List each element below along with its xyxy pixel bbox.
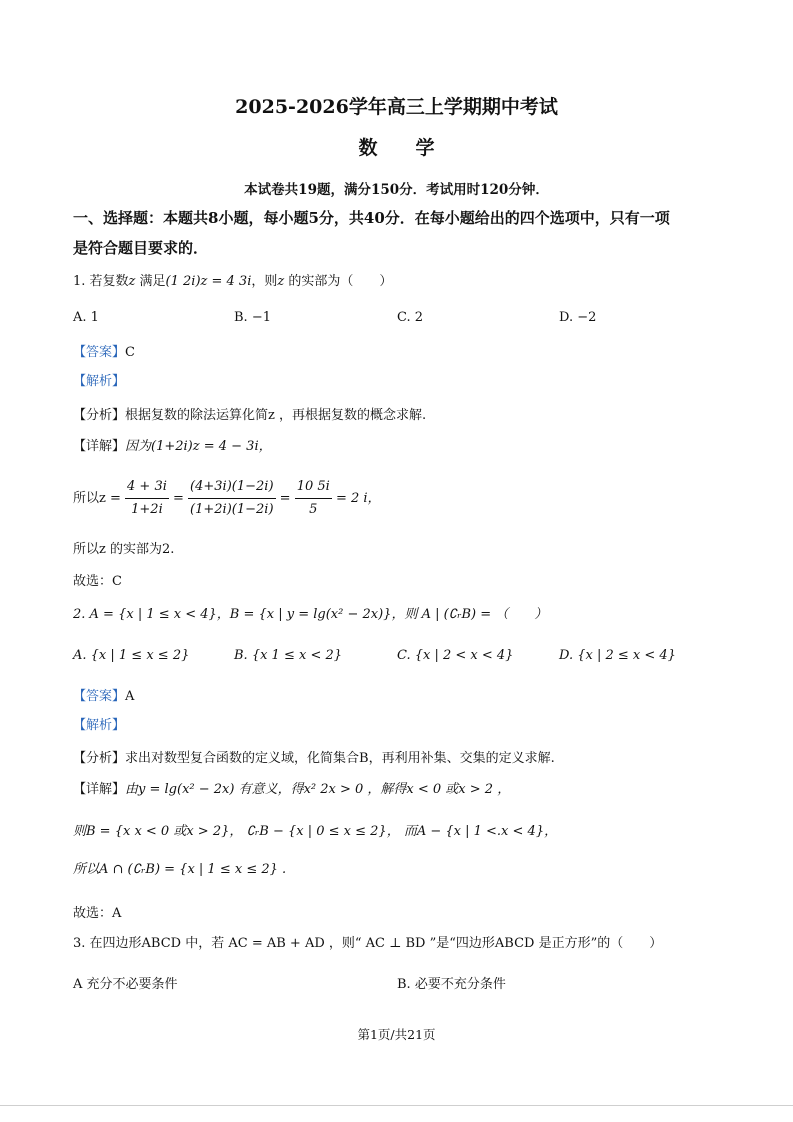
- fraction-3: [295, 476, 332, 521]
- q1-stem: [73, 273, 392, 291]
- answer-value: C: [125, 345, 135, 360]
- exam-info: 本试卷共19题，满分150分．考试用时120分钟．: [244, 182, 549, 198]
- xiangjie-tag: 【详解】: [73, 782, 126, 797]
- q2-line2: 则B = {x x < 0 或x > 2}， ∁ᵣB − {x | 0 ≤ x ≤ 2}， 而A − {x | 1 <.x < 4}，: [73, 824, 558, 839]
- q1-choose: 故选：C: [73, 574, 122, 589]
- q2-option-a: A. {x | 1 ≤ x ≤ 2}: [73, 648, 190, 663]
- q1-stem-d: 的实部为（ ）: [284, 274, 393, 289]
- q2-analysis-tag: 【解析】: [73, 718, 126, 733]
- q1-stem-a: 1. 若复数: [73, 274, 129, 289]
- fenxi-text: 求出对数型复合函数的定义域，化简集合B，再利用补集、交集的定义求解.: [125, 751, 555, 766]
- q3-option-a: A 充分不必要条件: [73, 977, 178, 992]
- q1-var-z: z: [128, 274, 136, 289]
- xiangjie-tag: 【详解】: [73, 439, 126, 454]
- exam-title: 2025-2026学年高三上学期期中考试: [235, 96, 558, 118]
- q2-option-b: B. {x 1 ≤ x < 2}: [234, 648, 343, 663]
- xiangjie-text: 因为(1+2i)z = 4 − 3i，: [125, 439, 272, 454]
- q1-option-c: C. 2: [397, 310, 424, 325]
- q1-xiangjie: [73, 438, 272, 456]
- q1-fenxi: [73, 407, 426, 425]
- q2-stem: 2. A = {x | 1 ≤ x < 4}，B = {x | y = lg(x² − 2x)}，则 A | (∁ᵣB) = （ ）: [73, 607, 548, 622]
- subject-title: 数 学: [358, 137, 435, 159]
- section-heading-line1: 一、选择题：本题共8小题，每小题5分，共40分．在每小题给出的四个选项中，只有一项: [73, 209, 670, 227]
- q1-option-d: D. −2: [559, 310, 597, 325]
- q2-answer: [73, 688, 134, 706]
- fraction-2-num: (4+3i)(1−2i): [188, 476, 275, 499]
- section-heading-line2: 是符合题目要求的．: [73, 239, 209, 257]
- q1-analysis-tag: 【解析】: [73, 374, 126, 389]
- answer-value: A: [125, 689, 135, 704]
- q1-conclusion: 所以z 的实部为2.: [73, 542, 175, 557]
- q2-xiangjie: [73, 781, 510, 799]
- q2-fenxi: [73, 750, 555, 768]
- q1-equation: (1 2i)z = 4 3i: [165, 274, 252, 289]
- fraction-3-den: 5: [309, 502, 318, 517]
- fraction-2: [188, 476, 275, 521]
- fraction-3-num: 10 5i: [295, 476, 332, 499]
- q3-stem: 3. 在四边形ABCD 中，若 AC = AB + AD ，则“ AC ⊥ BD ”是“四边形ABCD 是正方形”的（ ）: [73, 936, 663, 951]
- answer-tag: 【答案】: [73, 345, 126, 360]
- answer-tag: 【答案】: [73, 689, 126, 704]
- q1-answer: [73, 344, 135, 362]
- q1-calculation: 所以z = $\frac{4 + 3i}{1+2i}$ = $\frac{(4+3i)(1-2i)}{(1+2i)(1-2i)}$ = $\frac{10 5i}{5}$ = 2 i，: [73, 476, 381, 521]
- fraction-2-den: (1+2i)(1−2i): [190, 502, 274, 517]
- q1-option-b: B. −1: [234, 310, 271, 325]
- q3-option-b: B. 必要不充分条件: [397, 977, 506, 992]
- q2-choose: 故选：A: [73, 906, 122, 921]
- page-footer: 第1页/共21页: [357, 1027, 436, 1042]
- fenxi-text: 根据复数的除法运算化简z ，再根据复数的概念求解.: [125, 408, 427, 423]
- fenxi-tag: 【分析】: [73, 408, 126, 423]
- q2-option-c: C. {x | 2 < x < 4}: [397, 648, 514, 663]
- q1-stem-b: 满足: [135, 274, 166, 289]
- fraction-1: [125, 476, 169, 521]
- xiangjie-text: 由y = lg(x² − 2x) 有意义，得x² 2x > 0 ，解得x < 0 或x > 2 ，: [125, 782, 511, 797]
- q1-var-z-2: z: [277, 274, 285, 289]
- q1-option-a: A. 1: [73, 310, 99, 325]
- calc-tail: = 2 i，: [335, 491, 381, 506]
- fraction-1-num: 4 + 3i: [125, 476, 169, 499]
- q1-stem-c: ，则: [251, 274, 278, 289]
- fenxi-tag: 【分析】: [73, 751, 126, 766]
- page-bottom-divider: [0, 1105, 793, 1106]
- calc-prefix: 所以z =: [73, 491, 121, 506]
- q2-line3: 所以A ∩ (∁ᵣB) = {x | 1 ≤ x ≤ 2} .: [73, 862, 287, 877]
- q2-option-d: D. {x | 2 ≤ x < 4}: [559, 648, 676, 663]
- fraction-1-den: 1+2i: [131, 502, 163, 517]
